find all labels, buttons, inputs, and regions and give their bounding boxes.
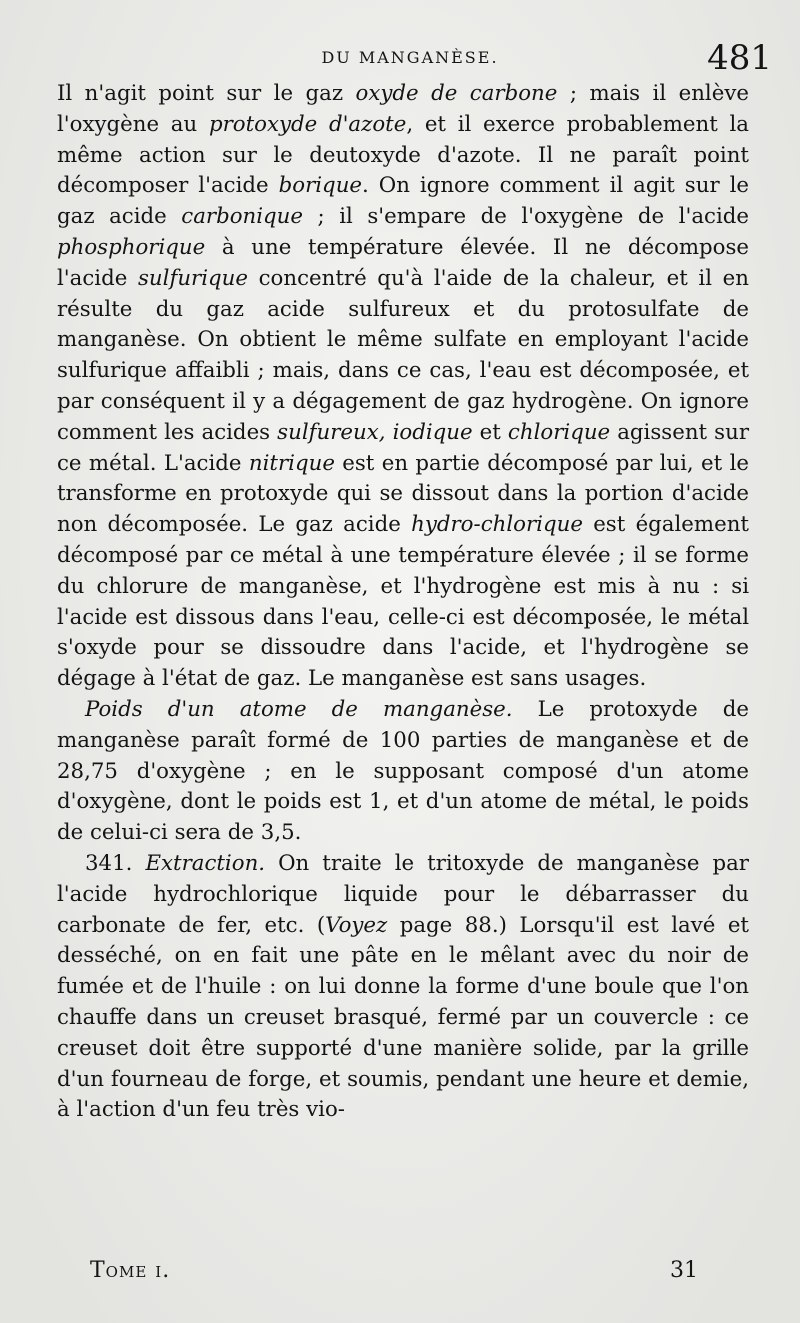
text-run: est en partie décomposé par lui, et le transforme en protoxyde qui se dissout dans la portion d'acide non décomposée. Le gaz acide	[57, 450, 749, 538]
italic-term: protoxyde d'azote	[208, 111, 407, 137]
italic-term: Voyez	[325, 912, 388, 938]
italic-term: nitrique	[248, 450, 335, 476]
section-heading-italic: Poids d'un atome de manganèse.	[85, 696, 513, 722]
text-run: et	[472, 419, 508, 445]
body-text	[57, 79, 749, 1126]
italic-term: borique	[278, 173, 363, 199]
text-run: On traite le tritoxyde de manganèse par l'acide hydrochlorique liquide pour le débarrasser du carbonate de fer, etc. (	[57, 850, 749, 938]
italic-term: oxyde de carbone	[355, 81, 558, 106]
page-number: 481	[707, 38, 772, 78]
italic-term: hydro-chlorique	[411, 512, 583, 538]
text-run: est également décomposé par ce métal à une température élevée ; il se forme du chlorure de manganèse, et l'hydrogène est mis à nu : si l'acide est dissous dans l'eau, celle-ci est décomposée, le métal s'oxyde pour se dissoudre dans l'acide, et l'hydrogène se dégage à l'état de gaz. Le manganèse est sans usages.	[57, 512, 749, 692]
running-title: DU MANGANÈSE.	[321, 48, 499, 67]
text-run: Le protoxyde de manganèse paraît formé de 100 parties de manganèse et de 28,75 d'oxygène ; en le supposant composé d'un atome d'oxygène, dont le poids est 1, et d'un atome de métal, le poids de celui-ci sera de 3,5.	[57, 696, 749, 846]
running-head	[60, 38, 772, 80]
paragraph-chemical-reactions	[57, 79, 749, 695]
text-run: concentré qu'à l'aide de la chaleur, et il en résulte du gaz acide sulfureux et du protosulfate de manganèse. On obtient le même sulfate en employant l'acide sulfurique affaibli ; mais, dans ce cas, l'eau est décomposée, et par conséquent il y a dégagement de gaz hydrogène. On ignore comment les acides	[57, 265, 749, 445]
italic-term: chlorique	[507, 419, 611, 445]
section-number: 341.	[85, 850, 146, 876]
text-run: Il n'agit point sur le gaz	[57, 81, 356, 106]
text-run: ; il s'empare de l'oxygène de l'acide	[303, 204, 750, 230]
paragraph-extraction	[57, 849, 749, 1126]
text-run: ; mais il enlève l'oxygène au	[57, 81, 749, 137]
section-heading-italic: Extraction.	[145, 850, 266, 876]
paragraph-atomic-weight	[57, 695, 749, 849]
text-run: , et il exerce probablement la même action sur le deutoxyde d'azote. Il ne paraît point décomposer l'acide	[57, 111, 749, 199]
text-run: agissent sur ce métal. L'acide	[57, 419, 749, 476]
italic-term: carbonique	[181, 204, 304, 230]
volume-label: Tome i.	[90, 1258, 171, 1283]
italic-term: sulfurique	[137, 265, 248, 291]
signature-mark: 31	[670, 1258, 698, 1283]
page-footer	[90, 1258, 698, 1294]
italic-term: sulfureux, iodique	[277, 419, 473, 445]
text-run: à une température élevée. Il ne décompose l'acide	[57, 234, 749, 291]
text-run: . On ignore comment il agit sur le gaz acide	[57, 173, 749, 230]
italic-term: phosphorique	[57, 234, 206, 260]
text-run: page 88.) Lorsqu'il est lavé et desséché, on en fait une pâte en le mêlant avec du noir de fumée et de l'huile : on lui donne la forme d'une boule que l'on chauffe dans un creuset brasqué, fermé par un couvercle : ce creuset doit être supporté d'une manière solide, par la grille d'un fourneau de forge, et soumis, pendant une heure et demie, à l'action d'un feu très vio-	[57, 912, 749, 1123]
